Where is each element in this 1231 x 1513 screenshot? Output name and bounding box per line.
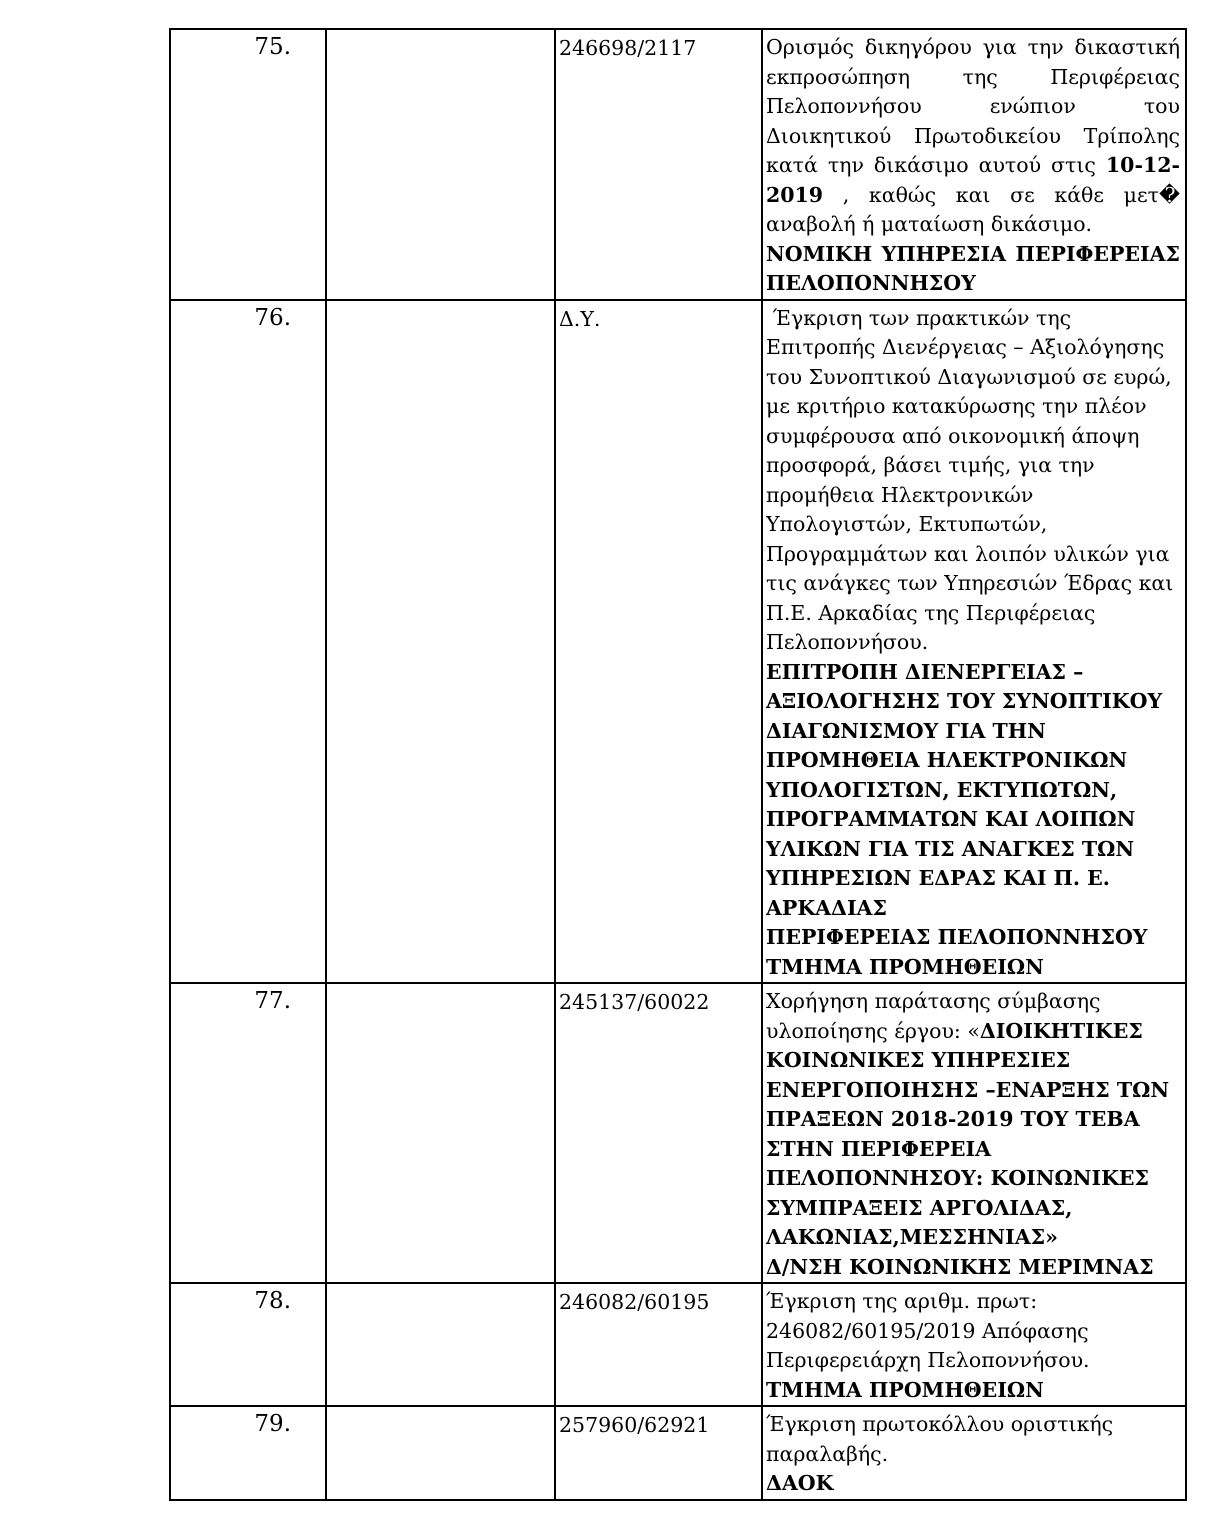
- item-number: 76.: [170, 300, 326, 984]
- description-body: Ορισμός δικηγόρου για την δικαστική εκπροσώπηση της Περιφέρειας Πελοποννήσου ενώπιον του Διοικητικού Πρωτοδικείου Τρίπολης κατά την δικάσιμο αυτού στις: [766, 35, 1180, 177]
- description-line: Πελοποννήσου.: [766, 630, 929, 654]
- description-line: Χορήγηση παράτασης σύμβασης: [766, 989, 1101, 1013]
- project-title-line: ΚΟΙΝΩΝΙΚΕΣ ΥΠΗΡΕΣΙΕΣ: [766, 1048, 1071, 1072]
- department-line: ΠΡΟΜΗΘΕΙΑ ΗΛΕΚΤΡΟΝΙΚΩΝ: [766, 748, 1128, 772]
- description-text: [766, 33, 1180, 240]
- empty-cell: [326, 300, 555, 984]
- protocol-number: 246698/2117: [555, 29, 762, 300]
- description-fragment: υλοποίησης έργου: «: [766, 1018, 980, 1043]
- department-line: ΥΛΙΚΩΝ ΓΙΑ ΤΙΣ ΑΝΑΓΚΕΣ ΤΩΝ: [766, 836, 1135, 861]
- department-line: ΑΡΚΑΔΙΑΣ: [766, 895, 887, 920]
- description-line: Περιφερειάρχη Πελοποννήσου.: [766, 1348, 1090, 1372]
- description-line: Π.Ε. Αρκαδίας της Περιφέρειας: [766, 600, 1096, 625]
- table-row: [170, 29, 1186, 300]
- description-line: Επιτροπής Διενέργειας – Αξιολόγησης: [766, 335, 1165, 359]
- description-line: προσφορά, βάσει τιμής, για την: [766, 453, 1095, 477]
- department-line: ΠΡΟΓΡΑΜΜΑΤΩΝ ΚΑΙ ΛΟΙΠΩΝ: [766, 807, 1136, 831]
- empty-cell: [326, 983, 555, 1283]
- description-line: [766, 1017, 1180, 1047]
- empty-cell: [326, 1283, 555, 1406]
- project-title-line: ΛΑΚΩΝΙΑΣ,ΜΕΣΣΗΝΙΑΣ»: [766, 1225, 1058, 1249]
- description-line: 246082/60195/2019 Απόφασης: [766, 1318, 1089, 1343]
- empty-cell: [326, 1406, 555, 1500]
- protocol-number: 245137/60022: [555, 983, 762, 1283]
- table-row: [170, 1406, 1186, 1500]
- department-label: ΝΟΜΙΚΗ ΥΠΗΡΕΣΙΑ ΠΕΡΙΦΕΡΕΙΑΣ ΠΕΛΟΠΟΝΝΗΣΟΥ: [766, 241, 1180, 295]
- item-description: [762, 1283, 1186, 1406]
- protocol-number: 257960/62921: [555, 1406, 762, 1500]
- empty-cell: [326, 29, 555, 300]
- item-description: [762, 983, 1186, 1283]
- item-number: 78.: [170, 1283, 326, 1406]
- department-label: ΤΜΗΜΑ ΠΡΟΜΗΘΕΙΩΝ: [766, 1377, 1044, 1402]
- department-line: ΑΞΙΟΛΟΓΗΣΗΣ ΤΟΥ ΣΥΝΟΠΤΙΚΟΥ: [766, 689, 1163, 713]
- item-number: 79.: [170, 1406, 326, 1500]
- department-line: ΔΙΑΓΩΝΙΣΜΟΥ ΓΙΑ ΤΗΝ: [766, 718, 1046, 743]
- item-description: [762, 300, 1186, 984]
- agenda-table: [169, 28, 1187, 1501]
- item-number: 75.: [170, 29, 326, 300]
- table-row: [170, 300, 1186, 984]
- project-title-start: ΔΙΟΙΚΗΤΙΚΕΣ: [979, 1018, 1143, 1043]
- description-line: του Συνοπτικού Διαγωνισμού σε ευρώ,: [766, 364, 1172, 389]
- project-title-line: ΣΤΗΝ ΠΕΡΙΦΕΡΕΙΑ: [766, 1136, 991, 1161]
- description-line: προμήθεια Ηλεκτρονικών: [766, 482, 1034, 507]
- project-title-line: ΕΝΕΡΓΟΠΟΙΗΣΗΣ –ΕΝΑΡΞΗΣ ΤΩΝ: [766, 1077, 1170, 1102]
- description-line: Έγκριση της αριθμ. πρωτ:: [766, 1289, 1038, 1313]
- table-row: [170, 983, 1186, 1283]
- description-line: τις ανάγκες των Υπηρεσιών Έδρας και: [766, 571, 1174, 595]
- project-title-line: ΠΕΛΟΠΟΝΝΗΣΟΥ: ΚΟΙΝΩΝΙΚΕΣ: [766, 1166, 1150, 1190]
- hearing-date: 10-12-2019: [766, 153, 1180, 207]
- department-line: ΠΕΡΙΦΕΡΕΙΑΣ ΠΕΛΟΠΟΝΝΗΣΟΥ: [766, 925, 1148, 949]
- item-number: 77.: [170, 983, 326, 1283]
- description-line: συμφέρουσα από οικονομική άποψη: [766, 423, 1140, 448]
- department-label: Δ/ΝΣΗ ΚΟΙΝΩΝΙΚΗΣ ΜΕΡΙΜΝΑΣ: [766, 1254, 1154, 1279]
- department-line: ΥΠΗΡΕΣΙΩΝ ΕΔΡΑΣ ΚΑΙ Π. Ε.: [766, 866, 1110, 890]
- protocol-number: Δ.Υ.: [555, 300, 762, 984]
- description-tail: , καθώς και σε κάθε μετ� αναβολή ή ματαίωση δικάσιμο.: [766, 182, 1180, 236]
- project-title-line: ΠΡΑΞΕΩΝ 2018-2019 ΤΟΥ ΤΕΒΑ: [766, 1107, 1140, 1131]
- table-row: [170, 1283, 1186, 1406]
- item-description: [762, 1406, 1186, 1500]
- description-line: Έγκριση πρωτοκόλλου οριστικής: [766, 1412, 1114, 1436]
- description-line: Έγκριση των πρακτικών της: [766, 305, 1072, 330]
- description-line: Προγραμμάτων και λοιπόν υλικών για: [766, 541, 1170, 566]
- department-line: ΤΜΗΜΑ ΠΡΟΜΗΘΕΙΩΝ: [766, 954, 1044, 979]
- department-label: ΔΑΟΚ: [766, 1471, 834, 1495]
- description-line: παραλαβής.: [766, 1441, 889, 1466]
- item-description: [762, 29, 1186, 300]
- protocol-number: 246082/60195: [555, 1283, 762, 1406]
- description-line: Υπολογιστών, Εκτυπωτών,: [766, 512, 1048, 536]
- department-line: ΥΠΟΛΟΓΙΣΤΩΝ, ΕΚΤΥΠΩΤΩΝ,: [766, 777, 1118, 802]
- project-title-line: ΣΥΜΠΡΑΞΕΙΣ ΑΡΓΟΛΙΔΑΣ,: [766, 1195, 1073, 1220]
- department-line: ΕΠΙΤΡΟΠΗ ΔΙΕΝΕΡΓΕΙΑΣ –: [766, 659, 1084, 684]
- description-line: με κριτήριο κατακύρωσης την πλέον: [766, 394, 1147, 418]
